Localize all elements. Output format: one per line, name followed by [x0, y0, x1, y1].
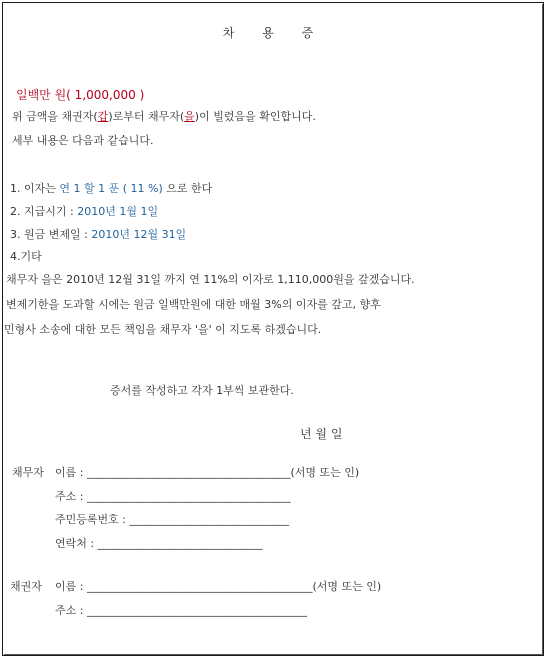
item-other: 4.기타 [10, 250, 42, 263]
debtor-role: 채무자 [12, 466, 44, 479]
name-label: 이름 : [55, 466, 87, 479]
debtor-name-field[interactable]: _____________________________________ [86, 466, 291, 479]
item-repayment-date [10, 228, 186, 242]
interest-rate: 연 1 할 1 푼 ( 11 %) [59, 182, 163, 195]
debtor-contact-field[interactable]: 연락처 : ______________________________ [55, 537, 263, 550]
confirmation-line [12, 110, 316, 124]
creditor-name-line [55, 580, 381, 594]
details-intro: 세부 내용은 다음과 같습니다. [12, 134, 154, 147]
loan-amount: 일백만 원( 1,000,000 ) [16, 88, 145, 102]
sign-note: (서명 또는 인) [312, 580, 382, 593]
etc-line-3: 민형사 소송에 대한 모든 책임을 채무자 '을' 이 지도록 하겠습니다. [4, 323, 322, 336]
etc-line-2: 변제기한을 도과할 시에는 원금 일백만원에 대한 매월 3%의 이자를 갚고, 향후 [6, 298, 381, 311]
item-label: 1. 이자는 [10, 182, 60, 195]
debtor-address-field[interactable]: 주소 : _____________________________________ [55, 490, 291, 503]
confirmation-pre: 위 금액을 채권자( [12, 110, 98, 123]
item-label: 3. 원금 변제일 : [10, 228, 92, 241]
confirmation-mid: )로부터 채무자( [108, 110, 185, 123]
creditor-name-field[interactable]: _________________________________________ [86, 580, 313, 593]
item-suffix: 으로 한다 [162, 182, 213, 195]
document-title: 차 용 증 [222, 26, 326, 40]
creditor-address-field[interactable]: 주소 : ________________________________________ [55, 604, 307, 617]
debtor-name-line [55, 466, 359, 480]
creditor-role: 채권자 [10, 580, 42, 593]
name-label: 이름 : [55, 580, 87, 593]
etc-line-1: 채무자 을은 2010년 12월 31일 까지 연 11%의 이자로 1,110,000원을 갚겠습니다. [6, 273, 415, 286]
closing-statement: 증서를 작성하고 각자 1부씩 보관한다. [110, 384, 294, 397]
item-interest [10, 182, 212, 196]
date-line: 년 월 일 [300, 427, 343, 441]
repayment-date: 2010년 12월 31일 [91, 228, 187, 241]
debtor-rrn-field[interactable]: 주민등록번호 : _____________________________ [55, 513, 289, 526]
sign-note: (서명 또는 인) [290, 466, 360, 479]
payment-date: 2010년 1월 1일 [77, 205, 159, 218]
item-label: 2. 지급시기 : [10, 205, 78, 218]
item-payment-date [10, 205, 158, 219]
debtor-party: 을 [184, 110, 195, 123]
confirmation-post: )이 빌렸음을 확인합니다. [194, 110, 316, 123]
creditor-party: 갑 [97, 110, 109, 123]
